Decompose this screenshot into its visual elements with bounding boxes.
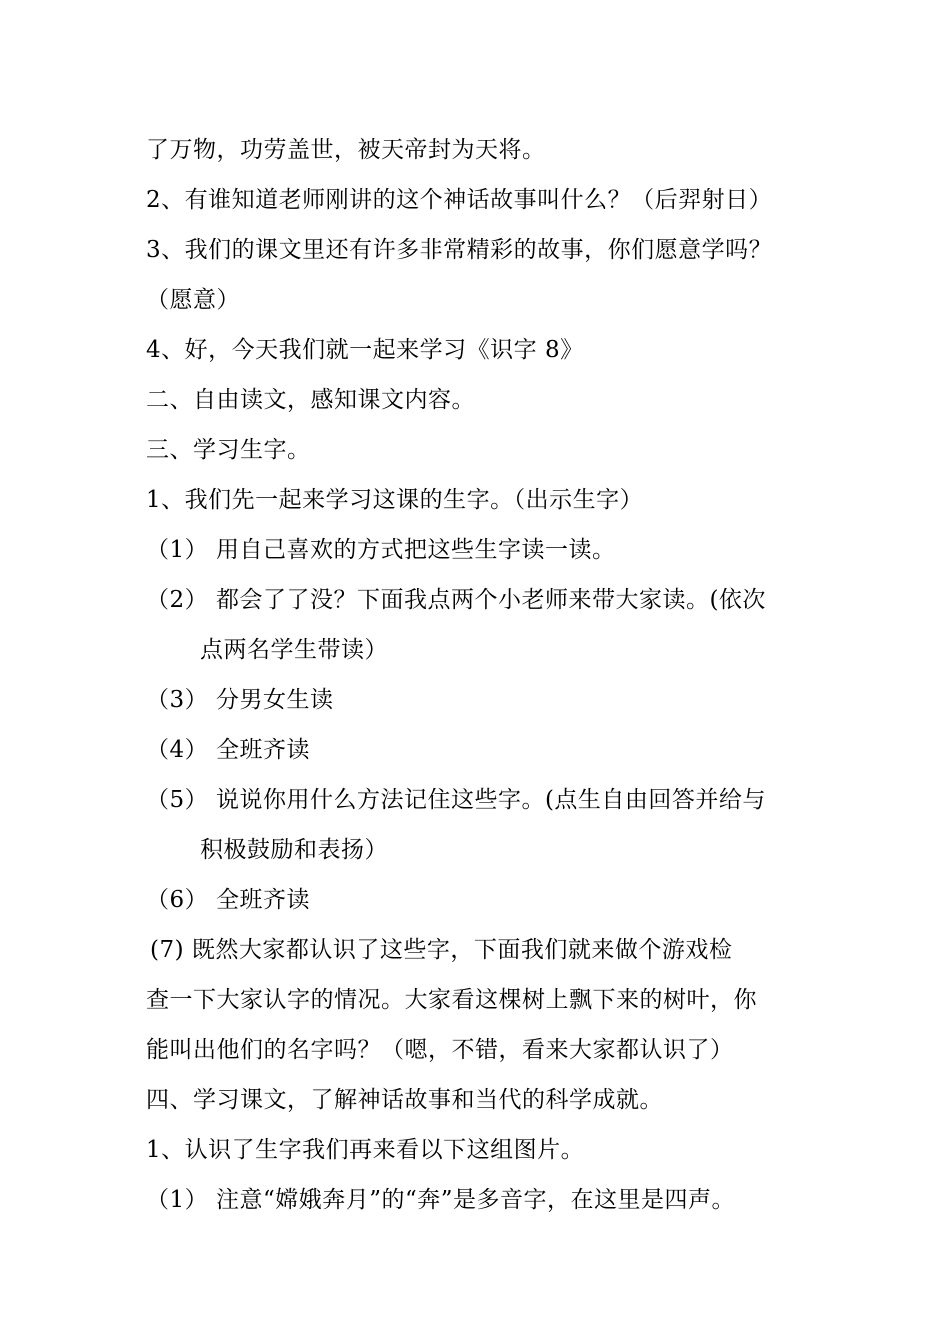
text-line-14: （5） 说说你用什么方法记住这些字。(点生自由回答并给与 <box>146 787 766 813</box>
text-line-2: 2、有谁知道老师刚讲的这个神话故事叫什么？（后羿射日） <box>146 187 773 213</box>
text-line-21: 1、认识了生字我们再来看以下这组图片。 <box>146 1137 585 1163</box>
text-line-13: （4） 全班齐读 <box>146 737 310 763</box>
text-line-15: 积极鼓励和表扬） <box>200 837 388 863</box>
text-line-9: （1） 用自己喜欢的方式把这些生字读一读。 <box>146 537 616 563</box>
text-line-18: 查一下大家认字的情况。大家看这棵树上飘下来的树叶，你 <box>146 987 757 1013</box>
text-line-5: 4、好，今天我们就一起来学习《识字 8》 <box>146 337 584 363</box>
text-line-4: （愿意） <box>146 287 240 313</box>
text-line-22: （1） 注意“嫦娥奔月”的“奔”是多音字，在这里是四声。 <box>146 1187 735 1213</box>
section-heading-2: 二、自由读文，感知课文内容。 <box>146 387 475 413</box>
text-line-19: 能叫出他们的名字吗？（嗯，不错，看来大家都认识了） <box>146 1037 734 1063</box>
text-line-16: （6） 全班齐读 <box>146 887 310 913</box>
section-heading-4: 四、学习课文，了解神话故事和当代的科学成就。 <box>146 1087 663 1113</box>
text-line-8: 1、我们先一起来学习这课的生字。（出示生字） <box>146 487 644 513</box>
text-line-10: （2） 都会了了没？下面我点两个小老师来带大家读。(依次 <box>146 587 766 613</box>
text-line-12: （3） 分男女生读 <box>146 687 334 713</box>
section-heading-3: 三、学习生字。 <box>146 437 311 463</box>
text-line-11: 点两名学生带读） <box>200 637 388 663</box>
text-line-3: 3、我们的课文里还有许多非常精彩的故事，你们愿意学吗？ <box>146 237 773 263</box>
text-line-17: (7) 既然大家都认识了这些字，下面我们就来做个游戏检 <box>150 937 733 963</box>
text-line-1: 了万物，功劳盖世，被天帝封为天将。 <box>146 137 546 163</box>
